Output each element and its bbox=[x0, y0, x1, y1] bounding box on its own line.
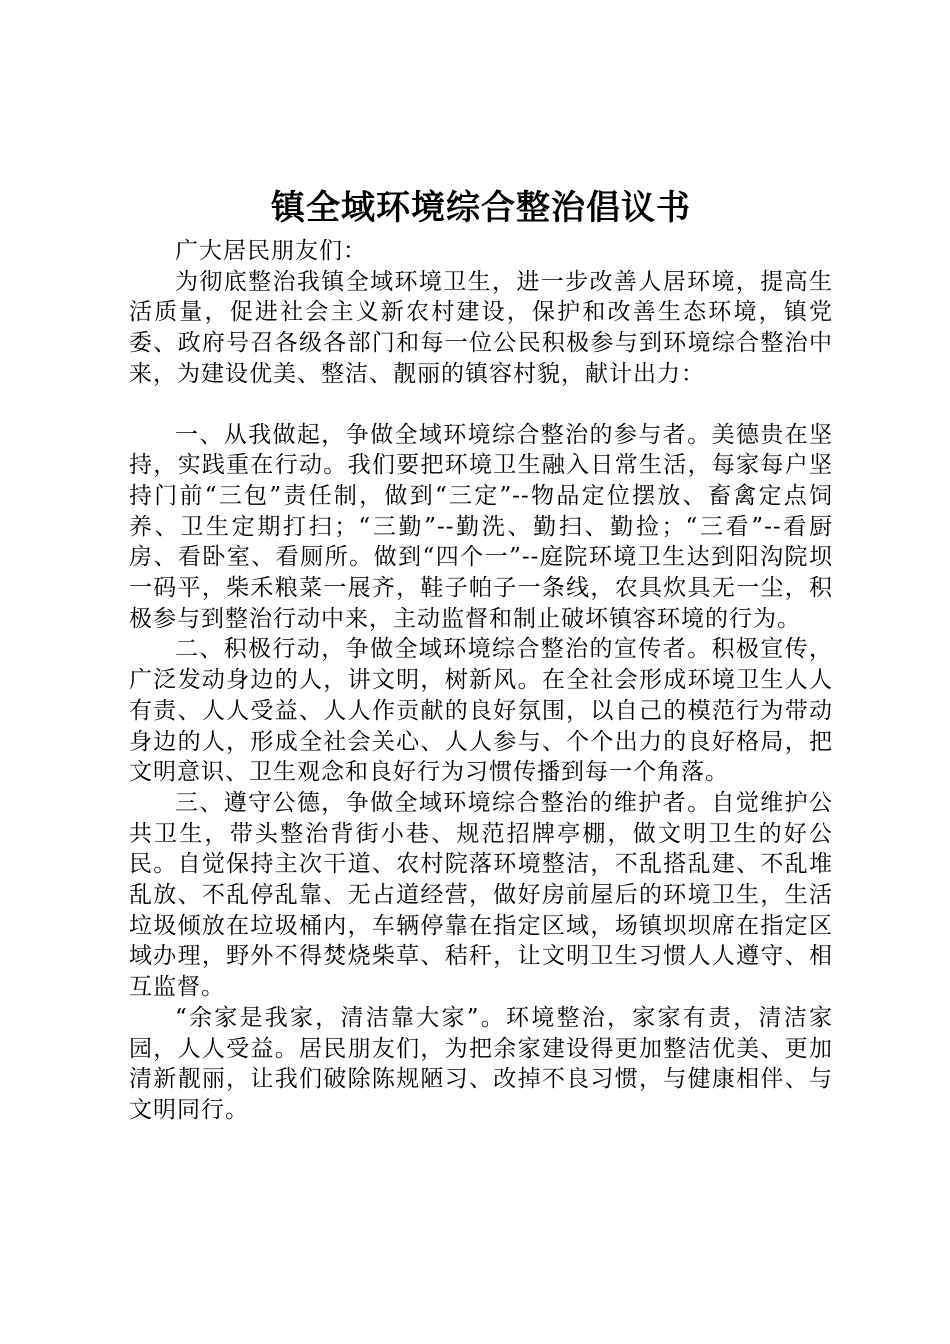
paragraph-participant: 一、从我做起，争做全域环境综合整治的参与者。美德贵在坚持，实践重在行动。我们要把环境卫生融入日常生活，每家每户坚持门前“三包”责任制，做到“三定”--物品定位摆放、畜禽定点饲养、卫生定期打扫；“三勤”--勤洗、勤扫、勤捡；“三看”--看厨房、看卧室、看厕所。做到“四个一”--庭院环境卫生达到阳沟院坝一码平，柴禾粮菜一展齐，鞋子帕子一条线，农具炊具无一尘，积极参与到整治行动中来，主动监督和制止破坏镇容环境的行为。 bbox=[129, 421, 833, 632]
closing-paragraph: “余家是我家，清洁靠大家”。环境整治，家家有责，清洁家园，人人受益。居民朋友们，为把余家建设得更加整洁优美、更加清新靓丽，让我们破除陈规陋习、改掉不良习惯，与健康相伴、与文明同行。 bbox=[129, 1004, 833, 1123]
document-title: 镇全域环境综合整治倡议书 bbox=[271, 188, 691, 228]
salutation: 广大居民朋友们： bbox=[175, 238, 367, 264]
paragraph-maintainer: 三、遵守公德，争做全域环境综合整治的维护者。自觉维护公共卫生，带头整治背街小巷、规范招牌亭棚，做文明卫生的好公民。自觉保持主次干道、农村院落环境整洁，不乱搭乱建、不乱堆乱放、不乱停乱靠、无占道经营，做好房前屋后的环境卫生，生活垃圾倾放在垃圾桶内，车辆停靠在指定区域，场镇坝坝席在指定区域办理，野外不得焚烧柴草、秸秆，让文明卫生习惯人人遵守、相互监督。 bbox=[129, 789, 833, 1001]
intro-paragraph: 为彻底整治我镇全域环境卫生，进一步改善人居环境，提高生活质量，促进社会主义新农村建设，保护和改善生态环境，镇党委、政府号召各级各部门和每一位公民积极参与到环境综合整治中来，为建设优美、整洁、靓丽的镇容村貌，献计出力： bbox=[129, 268, 833, 387]
document-page bbox=[129, 182, 833, 1126]
paragraph-promoter: 二、积极行动，争做全域环境综合整治的宣传者。积极宣传，广泛发动身边的人，讲文明，树新风。在全社会形成环境卫生人人有责、人人受益、人人作贡献的良好氛围，以自己的模范行为带动身边的人，形成全社会关心、人人参与、个个出力的良好格局，把文明意识、卫生观念和良好行为习惯传播到每一个角落。 bbox=[129, 636, 833, 786]
